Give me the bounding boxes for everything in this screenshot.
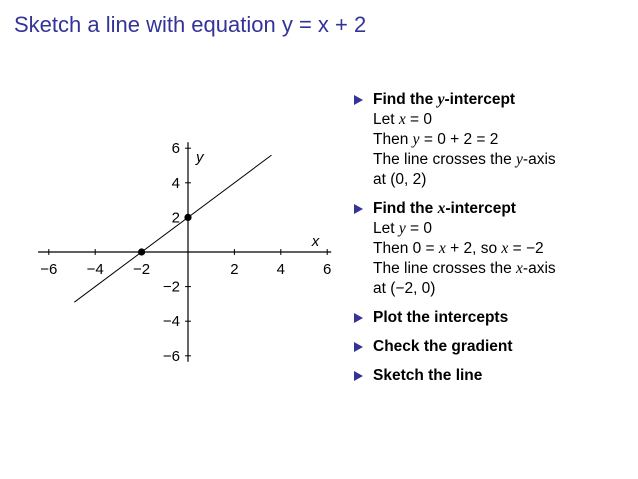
triangle-bullet-icon: [354, 371, 363, 381]
step-spacer: [352, 357, 634, 366]
plot-svg: [38, 128, 338, 388]
x-tick-label: 2: [230, 261, 239, 278]
slide-title: Sketch a line with equation y = x + 2: [14, 12, 367, 37]
y-tick-label: −6: [162, 347, 180, 365]
steps-list: [352, 90, 634, 386]
x-tick-label: 4: [276, 261, 285, 278]
step-title: Find the y-intercept: [373, 91, 516, 108]
step-spacer: [352, 190, 634, 199]
intercept-point: [184, 214, 191, 221]
intercept-point: [138, 248, 145, 255]
step-spacer: [352, 299, 634, 308]
x-tick-label: −4: [86, 261, 104, 278]
step-title: Sketch the line: [373, 367, 483, 384]
triangle-bullet-icon: [354, 342, 363, 352]
step-spacer: [352, 328, 634, 337]
step-line: at (−2, 0): [373, 280, 436, 297]
y-tick-label: 6: [171, 140, 180, 158]
intercept-plot: [38, 128, 338, 388]
x-tick-label: 6: [323, 261, 332, 278]
triangle-bullet-icon: [354, 95, 363, 105]
y-axis-label: y: [196, 149, 204, 167]
step-line: Let x = 0: [373, 111, 433, 128]
triangle-bullet-icon: [354, 204, 363, 214]
step-title: Check the gradient: [373, 338, 513, 355]
y-tick-label: 2: [171, 209, 180, 227]
step-title: Find the x-intercept: [373, 200, 516, 217]
step-item: [352, 90, 634, 190]
y-tick-label: −4: [162, 313, 180, 331]
y-tick-label: 4: [171, 174, 180, 192]
step-item: [352, 199, 634, 299]
step-line: The line crosses the y-axis: [373, 151, 556, 168]
step-item: [352, 308, 634, 328]
step-item: [352, 337, 634, 357]
triangle-bullet-icon: [354, 313, 363, 323]
x-axis-label: x: [311, 233, 320, 250]
step-item: [352, 366, 634, 386]
step-line: at (0, 2): [373, 171, 427, 188]
x-tick-label: −6: [40, 261, 58, 278]
step-line: Then 0 = x + 2, so x = −2: [373, 240, 544, 257]
step-line: Let y = 0: [373, 220, 433, 237]
y-tick-label: −2: [162, 278, 180, 296]
step-line: Then y = 0 + 2 = 2: [373, 131, 499, 148]
step-line: The line crosses the x-axis: [373, 260, 556, 277]
x-tick-label: −2: [133, 261, 151, 278]
step-title: Plot the intercepts: [373, 309, 509, 326]
